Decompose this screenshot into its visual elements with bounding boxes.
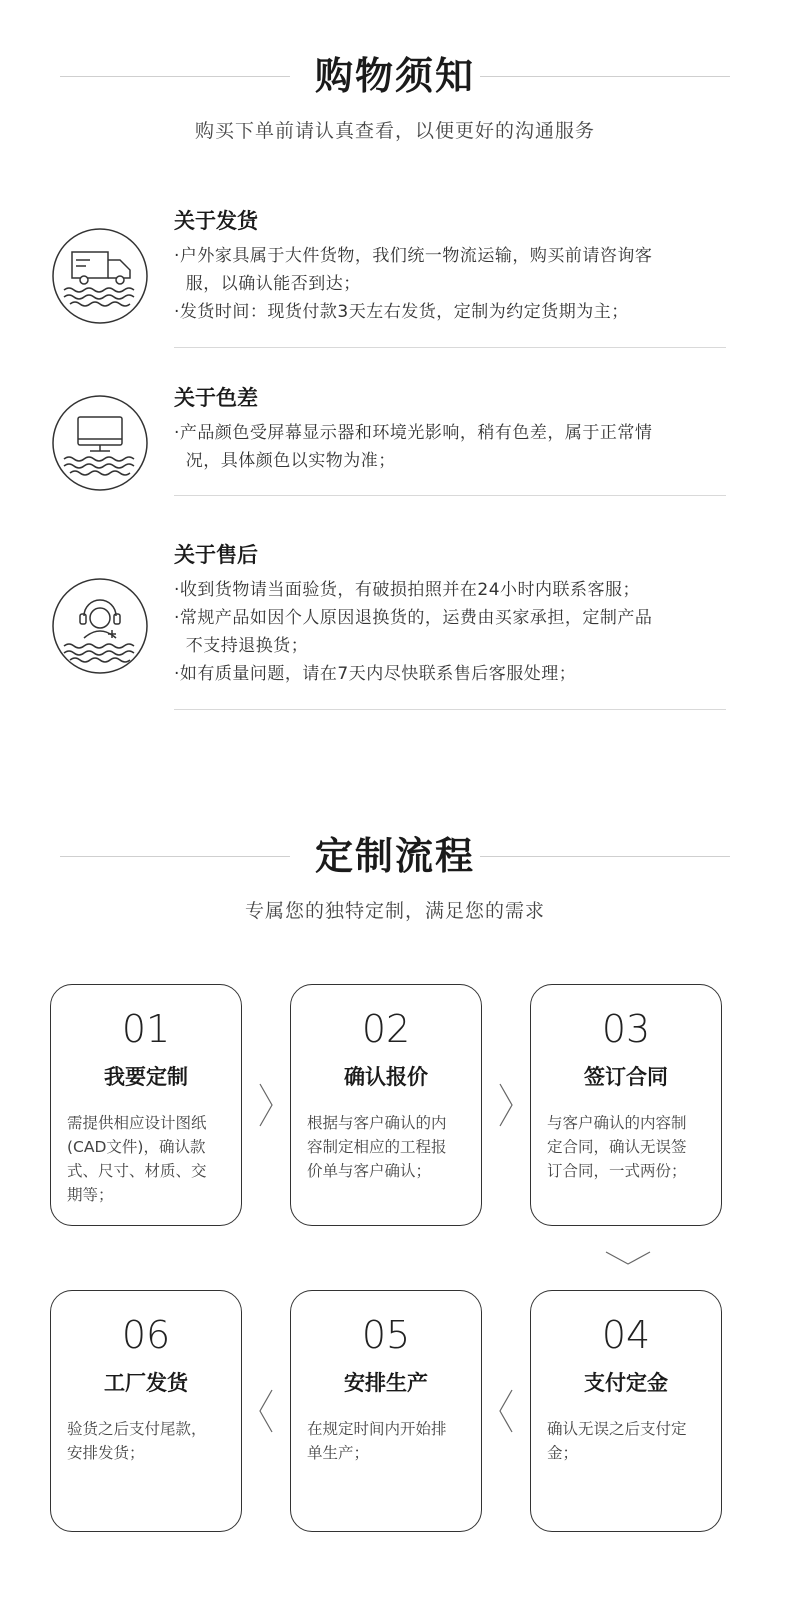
notice-line: 不支持退换货；: [174, 636, 309, 656]
notice-item-title: 关于色差: [174, 386, 258, 410]
chevron-left-icon: [496, 1386, 516, 1436]
notice-line: ·如有质量问题，请在7天内尽快联系售后客服处理；: [174, 664, 577, 684]
process-header: [0, 826, 790, 923]
chevron-left-icon: [256, 1386, 276, 1436]
step-name: 签订合同: [584, 1065, 668, 1089]
step-name: 安排生产: [344, 1371, 428, 1395]
chevron-right-icon: [256, 1080, 276, 1130]
step-card-06: [50, 1290, 242, 1532]
title-divider-right: [480, 856, 730, 857]
process-title: 定制流程: [314, 834, 475, 878]
step-desc: 确认无误之后支付定 金；: [547, 1420, 687, 1462]
notice-line: ·收到货物请当面验货，有破损拍照并在24小时内联系客服；: [174, 580, 641, 600]
notice-divider: [174, 709, 726, 710]
step-number: 03: [601, 1007, 651, 1051]
notice-line: ·发货时间：现货付款3天左右发货，定制为约定货期为主；: [174, 302, 629, 322]
chevron-right-icon: [496, 1080, 516, 1130]
step-name: 支付定金: [584, 1371, 668, 1395]
step-card-04: [530, 1290, 722, 1532]
notice-header: [0, 46, 790, 143]
step-name: 工厂发货: [104, 1371, 188, 1395]
step-desc: 在规定时间内开始排 单生产；: [307, 1420, 447, 1462]
step-number: 01: [121, 1007, 171, 1051]
step-name: 我要定制: [104, 1065, 188, 1089]
delivery-truck-icon: [50, 226, 150, 326]
step-desc: 根据与客户确认的内 容制定相应的工程报 价单与客户确认；: [307, 1114, 447, 1180]
step-desc: 与客户确认的内容制 定合同，确认无误签 订合同，一式两份；: [547, 1114, 687, 1180]
process-subtitle: 专属您的独特定制，满足您的需求: [244, 900, 545, 922]
monitor-icon: [50, 393, 150, 493]
step-name: 确认报价: [344, 1065, 428, 1089]
step-desc: 验货之后支付尾款， 安排发货；: [67, 1420, 207, 1462]
notice-item-title: 关于发货: [174, 209, 258, 233]
notice-divider: [174, 495, 726, 496]
notice-item-title: 关于售后: [174, 543, 258, 567]
step-card-02: [290, 984, 482, 1226]
step-card-03: [530, 984, 722, 1226]
customer-service-icon: [50, 576, 150, 676]
step-number: 04: [601, 1313, 651, 1357]
notice-line: 况，具体颜色以实物为准；: [174, 451, 396, 471]
step-card-05: [290, 1290, 482, 1532]
chevron-down-icon: [602, 1248, 654, 1268]
notice-line: ·产品颜色受屏幕显示器和环境光影响，稍有色差，属于正常情: [174, 423, 653, 443]
notice-line: ·常规产品如因个人原因退换货的，运费由买家承担，定制产品: [174, 608, 653, 628]
notice-line: 服，以确认能否到达；: [174, 274, 361, 294]
notice-subtitle: 购买下单前请认真查看，以便更好的沟通服务: [194, 120, 595, 142]
notice-title: 购物须知: [314, 54, 475, 98]
step-number: 02: [361, 1007, 411, 1051]
step-number: 05: [361, 1313, 411, 1357]
step-number: 06: [121, 1313, 171, 1357]
notice-divider: [174, 347, 726, 348]
notice-line: ·户外家具属于大件货物，我们统一物流运输，购买前请咨询客: [174, 246, 653, 266]
step-card-01: [50, 984, 242, 1226]
title-divider-right: [480, 76, 730, 77]
step-desc: 需提供相应设计图纸 (CAD文件)，确认款 式、尺寸、材质、交 期等；: [67, 1114, 207, 1204]
